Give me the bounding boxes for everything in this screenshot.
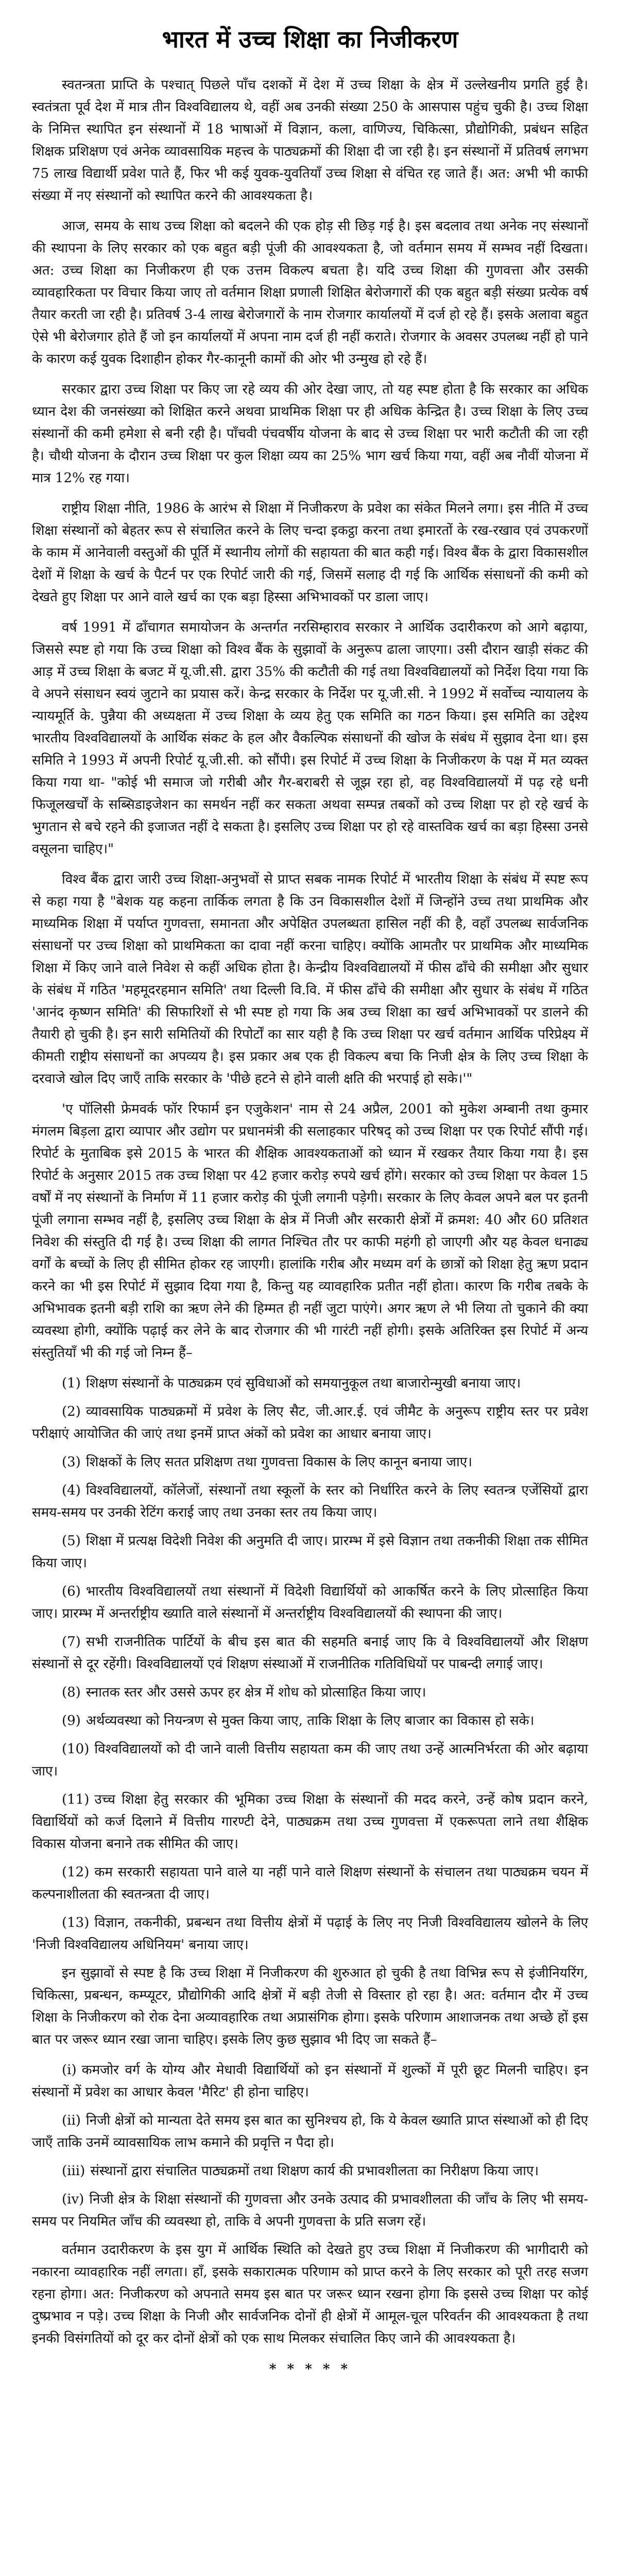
suggestion-item xyxy=(32,2059,588,2104)
conclusion-paragraph: वर्तमान उदारीकरण के इस युग में आर्थिक स्थिति को देखते हुए उच्च शिक्षा में निजीकरण की भागीदारी को नकारना व्यावहारिक नहीं लगता। हाँ, इसके सकारात्मक परिणाम को प्राप्त करने के लिए सरकार को पूरी तरह सजग रहना होगा। अत: निजीकरण को अपनाते समय इस बात पर जरूर ध्यान रखना होगा कि इससे उच्च शिक्षा पर कोई दुष्प्रभाव न पड़े। उच्च शिक्षा के निजी और सार्वजनिक दोनों ही क्षेत्रों में आमूल-चूल परिवर्तन की आवश्यकता है तथा इनकी विसंगतियों को दूर कर दोनों क्षेत्रों को एक साथ मिलकर संचालित किए जाने की आवश्यकता है। xyxy=(32,2242,588,2346)
item-text: उच्च शिक्षा हेतु सरकार की भूमिका उच्च शिक्षा के संस्थानों की मदद करने, उन्हें कोष प्रदान करने, विद्यार्थियों को कर्ज दिलाने में वित्तीय गारण्टी देने, पाठ्यक्रम तथा उच्च गुणवत्ता में एकरूपता लाने तथा शैक्षिक विकास योजना बनाने तक सीमित की जाए। xyxy=(32,1792,588,1852)
item-text: संस्थानों द्वारा संचालित पाठ्यक्रमों तथा शिक्षण कार्य की प्रभावशीलता का निरीक्षण किया जाए। xyxy=(90,2163,539,2179)
suggestions-list xyxy=(32,2059,588,2233)
recommendation-item xyxy=(32,1401,588,1445)
paragraph-3: सरकार द्वारा उच्च शिक्षा पर किए जा रहे व्यय की ओर देखा जाए, तो यह स्पष्ट होता है कि सरकार का अधिक ध्यान देश की जनसंख्या को शिक्षित करने अथवा प्राथमिक शिक्षा पर ही अधिक केन्द्रित है। उच्च शिक्षा के लिए उच्च संस्थानों की कमी हमेशा से बनी रही है। पाँचवी पंचवर्षीय योजना के बाद से उच्च शिक्षा पर भारी कटौती की जा रही है। चौथी योजना के दौरान उच्च शिक्षा पर कुल शिक्षा व्यय का 25% भाग खर्च किया गया, वहीं अब नौवीं योजना में मात्र 12% रह गया। xyxy=(32,382,588,486)
item-text: भारतीय विश्वविद्यालयों तथा संस्थानों में विदेशी विद्यार्थियों को आकर्षित करने के लिए प्रोत्साहित किया जाए। प्रारम्भ में अन्तर्राष्ट्रीय ख्याति वाले संस्थानों में अन्तर्राष्ट्रीय विश्वविद्यालयों की स्थापना की जाए। xyxy=(32,1584,588,1621)
item-text: सभी राजनीतिक पार्टियों के बीच इस बात की सहमति बनाई जाए कि वे विश्वविद्यालयों और शिक्षण संस्थानों से दूर रहेंगी। विश्वविद्यालयों एवं शिक्षण संस्थाओं में राजनीतिक गतिविधियों पर पाबन्दी लगाई जाए। xyxy=(32,1634,588,1672)
recommendation-item xyxy=(32,1710,588,1732)
item-text: विश्वविद्यालयों, कॉलेजों, संस्थानों तथा स्कूलों के स्तर को निर्धारित करने के लिए स्वतन्त्र एजेंसियों द्वारा समय-समय पर उनकी रेटिंग कराई जाए तथा उनका स्तर तय किया जाए। xyxy=(32,1483,588,1520)
item-text: स्नातक स्तर और उससे ऊपर हर क्षेत्र में शोध को प्रोत्साहित किया जाए। xyxy=(85,1685,426,1700)
paragraph-2: आज, समय के साथ उच्च शिक्षा को बदलने की एक होड़ सी छिड़ गई है। इस बदलाव तथा अनेक नए संस्थानों की स्थापना के लिए सरकार को एक बहुत बड़ी पूंजी की आवश्यकता है, जो वर्तमान समय में सम्भव नहीं दिखता। अत: उच्च शिक्षा का निजीकरण ही एक उत्तम विकल्प बचता है। यदि उच्च शिक्षा की गुणवत्ता और उसकी व्यावहारिकता पर विचार किया जाए तो वर्तमान शिक्षा प्रणाली शिक्षित बेरोजगारों की एक बहुत बड़ी संख्या प्रत्येक वर्ष तैयार करती जा रही है। प्रतिवर्ष 3-4 लाख बेरोजगारों के नाम रोजगार कार्यालयों में दर्ज हो रहे हैं। इसके अलावा बहुत ऐसे भी बेरोजगार होते हैं जो इन कार्यालयों में अपना नाम दर्ज ही नहीं कराते। रोजगार के अवसर उपलब्ध नहीं हो पाने के कारण कई युवक दिशाहीन होकर गैर-कानूनी कामों की ओर भी उन्मुख हो रहे हैं। xyxy=(32,218,588,367)
item-number: (3) xyxy=(62,1454,81,1470)
item-text: कम सरकारी सहायता पाने वाले या नहीं पाने वाले शिक्षण संस्थानों के संचालन तथा पाठ्यक्रम चयन में कल्पनाशीलता की स्वतन्त्रता दी जाए। xyxy=(32,1865,588,1902)
item-number: (13) xyxy=(62,1915,90,1930)
recommendation-item xyxy=(32,1789,588,1855)
recommendations-list xyxy=(32,1372,588,1956)
recommendation-item xyxy=(32,1861,588,1906)
item-number: (7) xyxy=(62,1634,81,1650)
item-text: निजी क्षेत्र के शिक्षा संस्थानों की गुणवत्ता और उनके उत्पाद की प्रभावशीलता की जाँच के लिए भी समय-समय पर नियमित जाँच की व्यवस्था हो, ताकि वे अपनी गुणवत्ता के प्रति सजग रहें। xyxy=(32,2192,588,2229)
item-number: (iv) xyxy=(62,2192,84,2207)
paragraph-8: इन सुझावों से स्पष्ट है कि उच्च शिक्षा में निजीकरण की शुरुआत हो चुकी है तथा विभिन्न रूप से इंजीनियरिंग, चिकित्सा, प्रबन्धन, कम्प्यूटर, प्रौद्योगिकी आदि क्षेत्रों में बड़ी तेजी से विस्तार हो रहा है। अत: वर्तमान दौर में उच्च शिक्षा के निजीकरण को रोक देना अव्यावहारिक तथा अप्रासंगिक होगा। इसके परिणाम आशाजनक तथा अच्छे हों इस बात पर जरूर ध्यान रखा जाना चाहिए। इसके लिए कुछ सुझाव भी दिए जा सकते हैं– xyxy=(32,1965,588,2047)
recommendation-item xyxy=(32,1912,588,1956)
item-number: (10) xyxy=(62,1741,90,1757)
item-text: विज्ञान, तकनीकी, प्रबन्धन तथा वित्तीय क्षेत्रों में पढ़ाई के लिए नए निजी विश्वविद्यालय खोलने के लिए 'निजी विश्वविद्यालय अधिनियम' बनाया जाए। xyxy=(32,1915,588,1953)
item-number: (11) xyxy=(62,1792,90,1807)
recommendation-item xyxy=(32,1372,588,1395)
recommendation-item xyxy=(32,1451,588,1473)
essay-title: भारत में उच्च शिक्षा का निजीकरण xyxy=(162,25,458,53)
suggestion-item xyxy=(32,2110,588,2154)
paragraph-4: राष्ट्रीय शिक्षा नीति, 1986 के आरंभ से शिक्षा में निजीकरण के प्रवेश का संकेत मिलने लगा। इस नीति में उच्च शिक्षा संस्थानों को बेहतर रूप से संचालित करने के लिए चन्दा इकट्ठा करना तथा इमारतों के रख-रखाव एवं उपकरणों के काम में आनेवाली वस्तुओं की पूर्ति में स्थानीय लोगों की सहायता की बात कही गई। विश्व बैंक के द्वारा विकासशील देशों में शिक्षा के खर्च के पैटर्न पर एक रिपोर्ट जारी की गई, जिसमें सलाह दी गई कि आर्थिक संसाधनों की कमी को देखते हुए शिक्षा पर आने वाले खर्च का एक बड़ा हिस्सा अभिभावकों पर डाला जाए। xyxy=(32,501,588,605)
suggestion-item xyxy=(32,2160,588,2182)
item-text: शिक्षण संस्थानों के पाठ्यक्रम एवं सुविधाओं को समयानुकूल तथा बाजारोन्मुखी बनाया जाए। xyxy=(85,1376,521,1391)
item-number: (6) xyxy=(62,1584,81,1599)
recommendation-item xyxy=(32,1581,588,1625)
item-number: (8) xyxy=(62,1685,81,1700)
paragraph-1: स्वतन्त्रता प्राप्ति के पश्चात् पिछले पाँच दशकों में देश में उच्च शिक्षा के क्षेत्र में उल्लेखनीय प्रगति हुई है। स्वतंत्रता पूर्व देश में मात्र तीन विश्वविद्यालय थे, वहीं अब उनकी संख्या 250 के आसपास पहुंच चुकी है। उच्च शिक्षा के निमित्त स्थापित इन संस्थानों में 18 भाषाओं में विज्ञान, कला, वाणिज्य, चिकित्सा, प्रौद्योगिकी, प्रबंधन सहित शिक्षक प्रशिक्षण एवं अनेक व्यावसायिक महत्त्व के पाठ्यक्रमों की शिक्षा दी जा रही है। इन संस्थानों में प्रतिवर्ष लगभग 75 लाख विद्यार्थी प्रवेश पाते हैं, फिर भी कई युवक-युवतियाँ उच्च शिक्षा से वंचित रह जाते हैं। अत: अभी भी काफी संख्या में नए संस्थानों को स्थापित करने की आवश्यकता है। xyxy=(32,77,588,204)
recommendation-item xyxy=(32,1480,588,1524)
recommendation-item xyxy=(32,1530,588,1574)
item-text: व्यावसायिक पाठ्यक्रमों में प्रवेश के लिए सैट, जी.आर.ई. एवं जीमैट के अनुरूप राष्ट्रीय स्तर पर प्रवेश परीक्षाएं आयोजित की जाएं तथा इनमें प्राप्त अंकों को प्रवेश का आधार बनाया जाए। xyxy=(32,1404,588,1442)
item-number: (1) xyxy=(62,1376,81,1391)
item-text: शिक्षकों के लिए सतत प्रशिक्षण तथा गुणवत्ता विकास के लिए कानून बनाया जाए। xyxy=(85,1454,472,1470)
item-text: निजी क्षेत्रों को मान्यता देते समय इस बात का सुनिश्चय हो, कि ये केवल ख्याति प्राप्त संस्थाओं को ही दिए जाएँ ताकि उनमें व्यावसायिक लाभ कमाने की प्रवृत्ति न पैदा हो। xyxy=(32,2113,588,2150)
item-text: विश्वविद्यालयों को दी जाने वाली वित्तीय सहायता कम की जाए तथा उन्हें आत्मनिर्भरता की ओर बढ़ाया जाए। xyxy=(32,1741,588,1779)
paragraph-6: विश्व बैंक द्वारा जारी उच्च शिक्षा-अनुभवों से प्राप्त सबक नामक रिपोर्ट में भारतीय शिक्षा के संबंध में स्पष्ट रूप से कहा गया है "बेशक यह कहना तार्किक लगता है कि उन विकासशील देशों में जिन्होंने उच्च तथा प्राथमिक और माध्यमिक शिक्षा में पर्याप्त गुणवत्ता, समानता और अपेक्षित उपलब्धता हासिल नहीं की है, वहाँ उपलब्ध सार्वजनिक संसाधनों पर उच्च शिक्षा को प्राथमिकता का दावा नहीं करना चाहिए। क्योंकि आमतौर पर प्राथमिक और माध्यमिक शिक्षा में किए जाने वाले निवेश से कहीं अधिक होता है। केन्द्रीय विश्वविद्यालयों में फीस ढाँचे की समीक्षा और सुधार के संबंध में गठित 'महमूदरहमान समिति' तथा दिल्ली वि.वि. में फीस ढाँचे की समीक्षा और सुधार के संबंध में गठित 'आनंद कृष्णन समिति' की सिफारिशों से भी स्पष्ट हो गया कि अब उच्च शिक्षा का खर्च अभिभावकों पर डालने की तैयारी हो चुकी है। इन सारी समितियों की रिपोर्टों का सार यही है कि उच्च शिक्षा पर खर्च वर्तमान आर्थिक परिप्रेक्ष्य में कीमती राष्ट्रीय संसाधनों का अपव्यय है। इस प्रकार अब एक ही विकल्प बचा कि निजी क्षेत्र के लिए उच्च शिक्षा के दरवाजे खोल दिए जाएँ ताकि सरकार के 'पीछे हटने से होने वाली क्षति की भरपाई हो सके।'" xyxy=(32,872,588,1087)
item-number: (ii) xyxy=(62,2113,81,2128)
item-number: (i) xyxy=(62,2062,77,2078)
item-number: (9) xyxy=(62,1713,81,1728)
item-number: (12) xyxy=(62,1865,90,1880)
recommendation-item xyxy=(32,1631,588,1675)
item-number: (iii) xyxy=(62,2163,85,2179)
suggestion-item xyxy=(32,2189,588,2233)
item-number: (4) xyxy=(62,1483,81,1498)
item-text: शिक्षा में प्रत्यक्ष विदेशी निवेश की अनुमति दी जाए। प्रारम्भ में इसे विज्ञान तथा तकनीकी शिक्षा तक सीमित किया जाए। xyxy=(32,1533,588,1571)
item-number: (5) xyxy=(62,1533,81,1549)
paragraph-5: वर्ष 1991 में ढाँचागत समायोजन के अन्तर्गत नरसिम्हाराव सरकार ने आर्थिक उदारीकरण को आगे बढ़ाया, जिससे स्पष्ट हो गया कि उच्च शिक्षा को विश्व बैंक के सुझावों के अनुरूप ढाला जाएगा। उसी दौरान खाड़ी संकट की आड़ में उच्च शिक्षा के बजट में यू.जी.सी. द्वारा 35% की कटौती की गई तथा विश्वविद्यालयों को निर्देश दिया गया कि वे अपने संसाधन स्वयं जुटाने का प्रयास करें। केन्द्र सरकार के निर्देश पर यू.जी.सी. ने 1992 में सर्वोच्च न्यायालय के न्यायमूर्ति के. पुन्नैया की अध्यक्षता में उच्च शिक्षा के व्यय हेतु एक समिति का गठन किया। इस समिति का उद्देश्य भारतीय विश्वविद्यालयों के आर्थिक संकट के हल और वैकल्पिक संसाधनों की खोज के संबंध में सुझाव देना था। इस समिति ने 1993 में अपनी रिपोर्ट यू.जी.सी. को सौंपी। इस रिपोर्ट में उच्च शिक्षा के निजीकरण के पक्ष में मत व्यक्त किया गया था- "कोई भी समाज जो गरीबी और गैर-बराबरी से जूझ रहा हो, वह विश्वविद्यालयों में पढ़ रहे धनी फिजूलखर्चों के सब्सिडाइजेशन का समर्थन नहीं कर सकता अथवा सम्पन्न तबकों को उच्च शिक्षा पर हो रहे खर्च के भुगतान से बचे रहने की इजाजत नहीं दे सकता है। इसलिए उच्च शिक्षा पर हो रहे वास्तविक खर्च का बड़ा हिस्सा उनसे वसूलना चाहिए।" xyxy=(32,620,588,857)
paragraph-7: 'ए पॉलिसी फ्रेमवर्क फॉर रिफार्म इन एजुकेशन' नाम से 24 अप्रैल, 2001 को मुकेश अम्बानी तथा कुमार मंगलम बिड़ला द्वारा व्यापार और उद्योग पर प्रधानमंत्री की सलाहकार परिषद् को उच्च शिक्षा पर एक रिपोर्ट सौंपी गई। रिपोर्ट के मुताबिक इसे 2015 के भारत की शैक्षिक आवश्यकताओं को ध्यान में रखकर तैयार किया गया है। इस रिपोर्ट के अनुसार 2015 तक उच्च शिक्षा पर 42 हजार करोड़ रुपये खर्च होंगे। सरकार को उच्च शिक्षा पर केवल 15 वर्षों में नए संस्थानों के निर्माण में 11 हजार करोड़ की पूंजी लगानी पड़ेगी। सरकार के लिए केवल अपने बल पर इतनी पूंजी लगाना सम्भव नहीं है, इसलिए उच्च शिक्षा के क्षेत्र में निजी और सरकारी क्षेत्रों में क्रमश: 40 और 60 प्रतिशत निवेश की संस्तुति दी गई है। उच्च शिक्षा की लागत निश्चित तौर पर काफी महंगी हो जाएगी और यह केवल धनाढ्य वर्गों के बच्चों के लिए ही सीमित होकर रह जाएगी। हालांकि गरीब और मध्यम वर्ग के छात्रों को शिक्षा हेतु ऋण प्रदान करने का भी इस रिपोर्ट में सुझाव दिया गया है, किन्तु यह व्यावहारिक प्रतीत नहीं होता। कारण कि गरीब तबके के अभिभावक इतनी बड़ी राशि का ऋण लेने की हिम्मत ही नहीं जुटा पाएंगे। अगर ऋण ले भी लिया तो चुकाने की क्या व्यवस्था होगी, क्योंकि पढ़ाई कर लेने के बाद रोजगार की भी गारंटी नहीं होगी। इसके अतिरिक्त इस रिपोर्ट में अन्य संस्तुतियाँ भी की गई जो निम्न हैं– xyxy=(32,1101,588,1361)
recommendation-item xyxy=(32,1682,588,1704)
item-text: कमजोर वर्ग के योग्य और मेधावी विद्यार्थियों को इन संस्थानों में शुल्कों में पूरी छूट मिलनी चाहिए। इन संस्थानों में प्रवेश का आधार केवल 'मैरिट' ही होना चाहिए। xyxy=(32,2062,588,2100)
end-marker: * * * * * xyxy=(269,2362,351,2377)
item-number: (2) xyxy=(62,1404,81,1419)
item-text: अर्थव्यवस्था को नियन्त्रण से मुक्त किया जाए, ताकि शिक्षा के लिए बाजार का विकास हो सके। xyxy=(85,1713,535,1728)
recommendation-item xyxy=(32,1738,588,1783)
